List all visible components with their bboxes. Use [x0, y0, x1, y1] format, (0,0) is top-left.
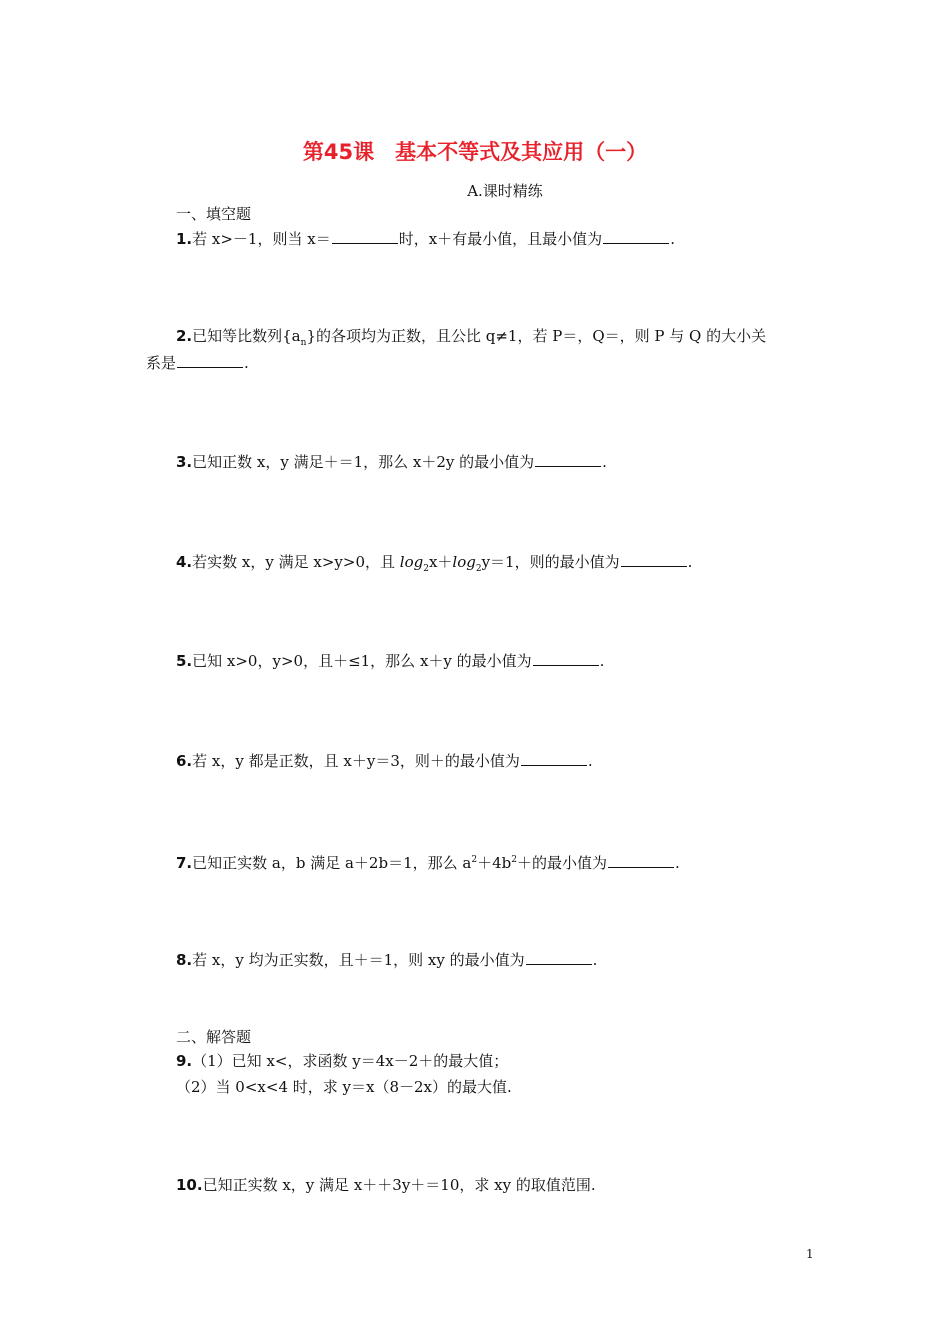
answer-blank	[621, 565, 687, 567]
question-7	[176, 847, 680, 876]
question-9-part-2	[176, 1074, 512, 1100]
question-number: 5.	[176, 652, 193, 670]
question-9	[176, 1048, 508, 1074]
question-text: .	[244, 354, 249, 372]
question-text: .	[599, 652, 605, 670]
question-text: （1）已知 x<，求函数 y＝4x－2＋的最大值；	[192, 1052, 509, 1070]
page-subtitle: A.课时精练	[467, 182, 543, 200]
question-number: 3.	[176, 453, 193, 471]
subscript: n	[300, 338, 307, 348]
question-number: 9.	[176, 1052, 193, 1070]
question-5	[176, 648, 604, 674]
superscript: 2	[511, 855, 517, 865]
question-text: .	[587, 752, 593, 770]
question-text: x＋	[428, 553, 453, 571]
question-text: .	[674, 854, 680, 872]
question-text: 已知正实数 a，b 满足 a＋2b＝1，那么 a	[192, 854, 472, 872]
question-number: 6.	[176, 752, 193, 770]
question-1	[176, 226, 675, 252]
question-text: 已知正实数 x，y 满足 x＋＋3y＋＝10，求 xy 的取值范围.	[202, 1176, 596, 1194]
log-symbol: log	[399, 553, 424, 571]
answer-blank	[177, 366, 243, 368]
answer-blank	[332, 242, 398, 244]
question-4	[176, 549, 692, 582]
question-text: 若实数 x，y 满足 x>y>0，且	[192, 553, 400, 571]
question-text: 若 x，y 均为正实数，且＋＝1，则 xy 的最小值为	[192, 951, 525, 969]
question-text: .	[592, 951, 598, 969]
page-number: 1	[806, 1247, 814, 1261]
question-text: ＋的最小值为	[516, 854, 607, 872]
question-text: 时，x＋有最小值，且最小值为	[398, 230, 603, 248]
question-2	[176, 323, 766, 356]
question-text: 系是	[146, 354, 177, 372]
question-text: .	[602, 453, 607, 471]
superscript: 2	[471, 855, 478, 865]
answer-blank	[535, 465, 601, 467]
answer-blank	[526, 963, 592, 965]
question-number: 2.	[176, 327, 193, 345]
question-8	[176, 947, 597, 973]
question-text: （2）当 0<x<4 时，求 y＝x（8－2x）的最大值.	[176, 1078, 512, 1096]
question-number: 8.	[176, 951, 193, 969]
question-10	[176, 1172, 596, 1198]
question-text: 已知等比数列{a	[192, 327, 301, 345]
question-6	[176, 748, 593, 774]
question-text: 若 x，y 都是正数，且 x＋y＝3，则＋的最小值为	[192, 752, 520, 770]
question-text: 已知 x>0，y>0，且＋≤1，那么 x＋y 的最小值为	[192, 652, 532, 670]
question-2-continued	[146, 350, 249, 376]
subscript: 2	[475, 564, 482, 574]
question-number: 10.	[176, 1176, 203, 1194]
question-number: 4.	[176, 553, 193, 571]
answer-blank	[533, 664, 599, 666]
answer-blank	[521, 764, 587, 766]
question-text: ＋4b	[477, 854, 512, 872]
question-3	[176, 449, 607, 475]
question-text: .	[687, 553, 693, 571]
question-text: 若 x>－1，则当 x＝	[192, 230, 331, 248]
section-heading-fill-in: 一、填空题	[176, 205, 252, 223]
section-heading-solutions: 二、解答题	[176, 1028, 252, 1046]
question-number: 7.	[176, 854, 193, 872]
answer-blank	[608, 866, 674, 868]
question-text: .	[670, 230, 675, 248]
question-number: 1.	[176, 230, 193, 248]
question-text: 已知正数 x，y 满足＋＝1，那么 x＋2y 的最小值为	[192, 453, 535, 471]
question-text: }的各项均为正数，且公比 q≠1，若 P＝，Q＝，则 P 与 Q 的大小关	[306, 327, 767, 345]
subscript: 2	[423, 564, 429, 574]
page-title: 第45课 基本不等式及其应用（一）	[302, 140, 648, 164]
answer-blank	[603, 242, 669, 244]
log-symbol: log	[452, 553, 476, 571]
question-text: y＝1，则的最小值为	[481, 553, 620, 571]
